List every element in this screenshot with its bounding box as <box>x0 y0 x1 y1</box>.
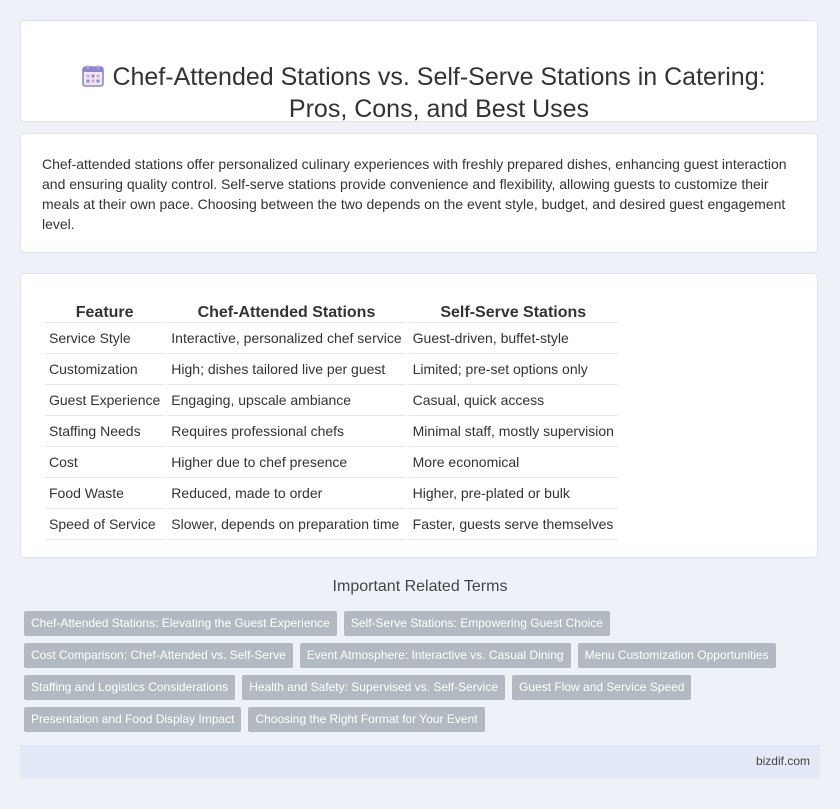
table-cell-chef: Reduced, made to order <box>167 477 405 508</box>
table-row <box>45 508 618 540</box>
related-terms-heading: Important Related Terms <box>332 578 508 595</box>
header-self-serve: Self-Serve Stations <box>440 304 587 321</box>
table-row <box>45 384 618 415</box>
table-cell-chef: Interactive, personalized chef service <box>167 322 405 353</box>
comparison-card <box>20 273 818 558</box>
header-chef-attended: Chef-Attended Stations <box>197 304 376 321</box>
related-terms-list <box>24 611 804 739</box>
tag-row <box>24 707 804 732</box>
table-cell-self: Higher, pre-plated or bulk <box>409 477 618 508</box>
related-term-tag[interactable]: Health and Safety: Supervised vs. Self-Service <box>242 675 505 700</box>
table-cell-self: More economical <box>409 446 618 477</box>
table-cell-feature: Cost <box>45 446 164 477</box>
related-term-tag[interactable]: Choosing the Right Format for Your Event <box>248 707 484 732</box>
tag-row <box>24 675 804 700</box>
intro-paragraph: Chef-attended stations offer personalized culinary experiences with freshly prepared dishes, enhancing guest interaction and ensuring quality control. Self-serve stations provide convenience and flexibility, allowing guests to customize their meals at their own pace. Choosing between the two depends on the event style, budget, and desired guest engagement level. <box>42 156 787 232</box>
related-term-tag[interactable]: Menu Customization Opportunities <box>578 643 776 668</box>
table-cell-self: Faster, guests serve themselves <box>409 508 618 540</box>
header-feature: Feature <box>75 304 134 321</box>
related-term-tag[interactable]: Staffing and Logistics Considerations <box>24 675 235 700</box>
related-term-tag[interactable]: Self-Serve Stations: Empowering Guest Choice <box>344 611 610 636</box>
page-title: Chef-Attended Stations vs. Self-Serve Stations in Catering: Pros, Cons, and Best Uses <box>112 63 766 123</box>
table-cell-self: Minimal staff, mostly supervision <box>409 415 618 446</box>
table-cell-self: Guest-driven, buffet-style <box>409 322 618 353</box>
table-row <box>45 322 618 353</box>
table-row <box>45 446 618 477</box>
related-term-tag[interactable]: Event Atmosphere: Interactive vs. Casual Dining <box>300 643 571 668</box>
tag-row <box>24 611 804 636</box>
table-cell-chef: High; dishes tailored live per guest <box>167 353 405 384</box>
table-row <box>45 353 618 384</box>
table-cell-self: Casual, quick access <box>409 384 618 415</box>
table-row <box>45 415 618 446</box>
table-cell-feature: Speed of Service <box>45 508 164 540</box>
table-cell-chef: Higher due to chef presence <box>167 446 405 477</box>
table-cell-feature: Service Style <box>45 322 164 353</box>
table-cell-chef: Requires professional chefs <box>167 415 405 446</box>
table-row <box>45 477 618 508</box>
intro-card <box>20 133 818 253</box>
related-term-tag[interactable]: Cost Comparison: Chef-Attended vs. Self-Serve <box>24 643 293 668</box>
table-cell-feature: Guest Experience <box>45 384 164 415</box>
tag-row <box>24 643 804 668</box>
table-header-row <box>45 294 618 322</box>
comparison-table <box>42 294 621 540</box>
table-cell-self: Limited; pre-set options only <box>409 353 618 384</box>
table-cell-feature: Customization <box>45 353 164 384</box>
related-term-tag[interactable]: Presentation and Food Display Impact <box>24 707 241 732</box>
footer-brand[interactable]: bizdif.com <box>755 754 810 768</box>
table-cell-chef: Engaging, upscale ambiance <box>167 384 405 415</box>
title-card <box>20 20 818 122</box>
related-term-tag[interactable]: Chef-Attended Stations: Elevating the Guest Experience <box>24 611 337 636</box>
footer-bar <box>20 745 820 778</box>
table-cell-feature: Staffing Needs <box>45 415 164 446</box>
table-cell-feature: Food Waste <box>45 477 164 508</box>
related-term-tag[interactable]: Guest Flow and Service Speed <box>512 675 691 700</box>
table-cell-chef: Slower, depends on preparation time <box>167 508 405 540</box>
